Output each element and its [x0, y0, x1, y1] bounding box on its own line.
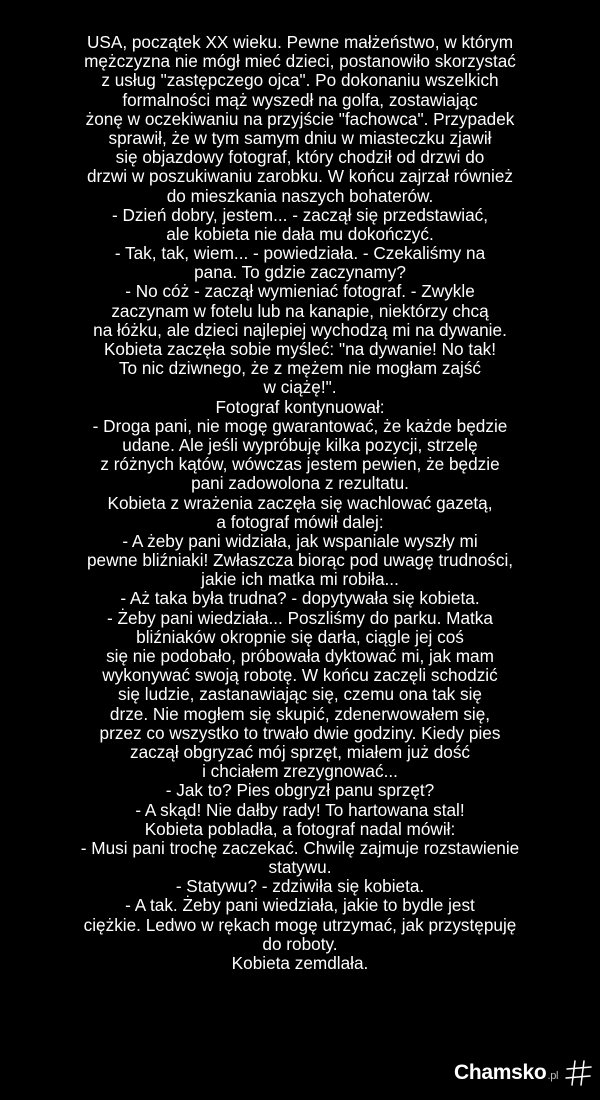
story-line: ciężkie. Ledwo w rękach mogę utrzymać, jak przystępuję	[83, 914, 517, 935]
story-line: pana. To gdzie zaczynamy?	[194, 262, 406, 283]
logo-name: Chamsko	[454, 1061, 547, 1084]
story-line: przez co wszystko to trwało dwie godziny. Kiedy pies	[99, 722, 501, 743]
story-line: Kobieta zaczęła sobie myśleć: "na dywanie! No tak!	[103, 339, 497, 359]
story-line: do roboty.	[262, 933, 338, 954]
story-line: - Droga pani, nie mogę gwarantować, że każde będzie	[92, 415, 508, 436]
story-text	[20, 33, 580, 973]
story-line: z usług "zastępczego ojca". Po dokonaniu wszelkich	[101, 70, 499, 91]
story-line: statywu.	[268, 857, 332, 878]
story-line: - Żeby pani wiedziała... Poszliśmy do parku. Matka	[107, 607, 493, 628]
story-line: - No cóż - zaczął wymieniać fotograf. - Zwykle	[125, 281, 475, 302]
story-line: do mieszkania naszych bohaterów.	[166, 185, 434, 206]
story-line: Kobieta z wrażenia zaczęła się wachlować gazetą,	[107, 492, 493, 513]
story-line: - Tak, tak, wiem... - powiedziała. - Czekaliśmy na	[114, 243, 486, 264]
story-line: ale kobieta nie dała mu dokończyć.	[166, 223, 434, 244]
site-logo[interactable]	[450, 1057, 600, 1089]
story-line: - A tak. Żeby pani wiedziała, jakie to bydle jest	[125, 895, 475, 916]
story-line: zaczynam w fotelu lub na kanapie, niektórzy chcą	[111, 300, 489, 321]
story-line: pewne bliźniaki! Zwłaszcza biorąc pod uwagę trudności,	[86, 550, 514, 571]
story-line: To nic dziwnego, że z mężem nie mogłam zajść	[118, 358, 482, 379]
story-line: sprawił, że w tym samym dniu w miasteczku zjawił	[108, 127, 492, 148]
story-line: a fotograf mówił dalej:	[216, 511, 384, 532]
story-line: - Dzień dobry, jestem... - zaczął się przedstawiać,	[111, 204, 489, 225]
story-line: mężczyzna nie mógł mieć dzieci, postanowiło skorzystać	[84, 51, 516, 72]
story-line: USA, początek XX wieku. Pewne małżeństwo, w którym	[86, 32, 514, 52]
story-line: i chciałem zrezygnować...	[202, 761, 398, 782]
story-line: zaczął obgryzać mój sprzęt, miałem już dość	[129, 741, 471, 762]
hash-icon	[564, 1058, 594, 1088]
story-line: - Aż taka była trudna? - dopytywała się kobieta.	[120, 588, 480, 609]
story-line: pani zadowolona z rezultatu.	[191, 473, 409, 494]
story-line: w ciążę!".	[263, 377, 337, 398]
story-line: - A żeby pani widziała, jak wspaniale wyszły mi	[122, 530, 478, 551]
story-line: formalności mąż wyszedł na golfa, zostawiając	[122, 89, 478, 110]
story-line: - Statywu? - zdziwiła się kobieta.	[175, 876, 425, 897]
story-line: Kobieta zemdlała.	[231, 953, 369, 973]
story-line: udane. Ale jeśli wypróbuję kilka pozycji, strzelę	[122, 434, 478, 455]
story-line: wykonywać swoją robotę. W końcu zaczęli schodzić	[102, 665, 498, 686]
story-line: drze. Nie mogłem się skupić, zdenerwowałem się,	[109, 703, 491, 724]
story-line: - Musi pani trochę zaczekać. Chwilę zajmuje rozstawienie	[80, 837, 520, 858]
story-line: jakie ich matka mi robiła...	[201, 569, 399, 590]
story-line: się objazdowy fotograf, który chodził od drzwi do	[115, 147, 485, 168]
story-line: żonę w oczekiwaniu na przyjście "fachowca". Przypadek	[85, 108, 515, 129]
logo-domain-suffix: .pl	[547, 1070, 559, 1082]
story-line: Kobieta pobladła, a fotograf nadal mówił:	[144, 818, 456, 839]
story-line: - Jak to? Pies obgryzł panu sprzęt?	[165, 780, 435, 801]
story-line: się ludzie, zastanawiając się, czemu ona tak się	[118, 684, 482, 705]
logo-text	[454, 1057, 558, 1092]
story-line: się nie podobało, próbowała dyktować mi, jak mam	[106, 646, 494, 666]
story-line: z różnych kątów, wówczas jestem pewien, że będzie	[100, 454, 500, 475]
story-line: drzwi w poszukiwaniu zarobku. W końcu zajrzał również	[86, 166, 514, 187]
story-line: Fotograf kontynuował:	[215, 396, 385, 417]
story-line: - A skąd! Nie dałby rady! To hartowana stal!	[135, 799, 465, 820]
story-line: na łóżku, ale dzieci najlepiej wychodzą mi na dywanie.	[93, 319, 507, 340]
story-line: bliźniaków okropnie się darła, ciągle jej coś	[136, 626, 464, 647]
